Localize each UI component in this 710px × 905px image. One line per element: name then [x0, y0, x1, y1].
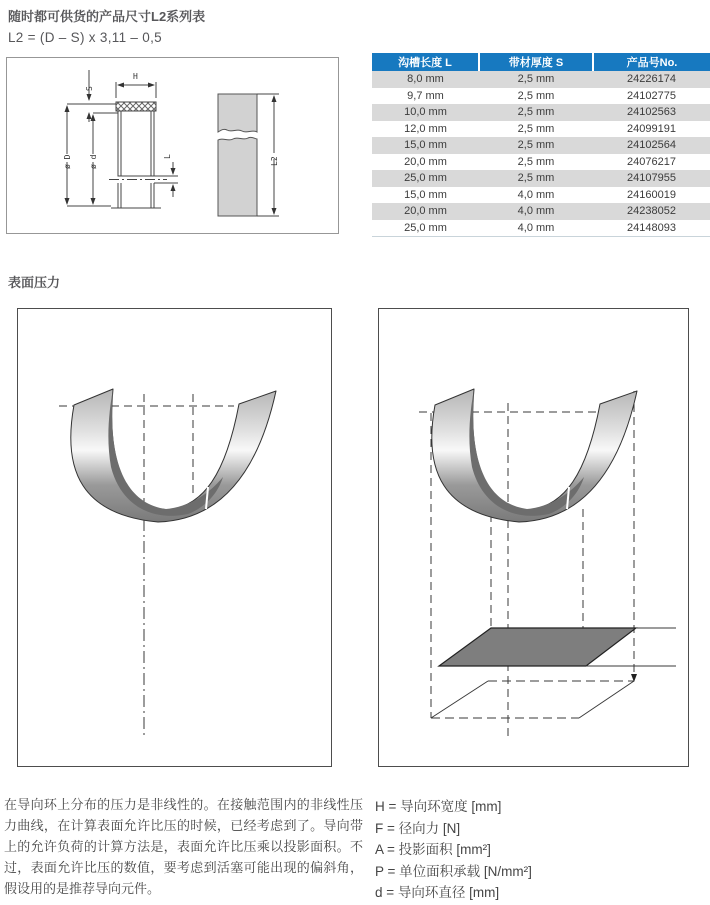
table-cell: 9,7 mm	[407, 89, 444, 102]
table-row	[372, 71, 710, 88]
table-cell: 2,5 mm	[517, 73, 555, 86]
pressure-diagram-right-box	[378, 308, 689, 767]
table-row	[372, 170, 710, 187]
table-cell: 25,0 mm	[404, 221, 447, 234]
table-cell: 24099191	[627, 122, 676, 135]
pressure-distribution-diagram	[18, 309, 331, 766]
band-blank-upper	[218, 94, 257, 132]
dim-label-L2: L2	[270, 156, 279, 166]
symbol-legend	[375, 796, 532, 904]
guide-band-ribbon	[432, 389, 637, 522]
description-paragraph: 在导向环上分布的压力是非线性的。在接触范围内的非线性压力曲线，在计算表面允许比压的时候，已经考虑到了。导向带上的允许负荷的计算方法是，表面允许比压乘以投影面积。不过，表面允许比压的数值，要考虑到活塞可能出现的偏斜角，假设用的是推荐导向元件。	[4, 797, 363, 896]
legend-item-H: H = 导向环宽度 [mm]	[375, 799, 502, 814]
table-cell: 2,5 mm	[517, 122, 555, 135]
table-row	[372, 88, 710, 105]
table-cell: 24107955	[627, 172, 676, 185]
table-cell: 24102564	[627, 139, 676, 152]
l2-formula: L2 = (D – S) x 3,11 – 0,5	[8, 30, 162, 45]
dim-label-L: L	[163, 154, 172, 159]
cross-section-diagram	[7, 58, 338, 233]
projected-area-diagram	[379, 309, 688, 766]
col-product-no: 产品号No.	[593, 53, 710, 71]
guide-band-ribbon	[71, 389, 276, 522]
products-table	[372, 53, 710, 237]
table-cell: 12,0 mm	[404, 122, 447, 135]
col-groove-length: 沟槽长度 L	[372, 53, 479, 71]
table-body	[372, 71, 710, 237]
band-blank-lower	[218, 137, 257, 216]
projected-area-plate	[439, 628, 636, 666]
table-row	[372, 154, 710, 171]
table-row	[372, 203, 710, 220]
table-cell: 24226174	[627, 73, 676, 86]
table-cell: 2,5 mm	[517, 172, 555, 185]
table-cell: 25,0 mm	[404, 172, 447, 185]
table-cell: 24102775	[627, 89, 676, 102]
table-cell: 4,0 mm	[517, 205, 555, 218]
dim-label-od: ø d	[89, 154, 98, 169]
table-row	[372, 137, 710, 154]
guide-band-hatch	[116, 102, 156, 111]
table-cell: 2,5 mm	[517, 155, 555, 168]
table-cell: 24160019	[627, 188, 676, 201]
table-cell: 2,5 mm	[517, 89, 555, 102]
dim-label-H: H	[133, 72, 138, 81]
table-cell: 24148093	[627, 221, 676, 234]
pressure-diagram-left-box	[17, 308, 332, 767]
table-cell: 20,0 mm	[404, 205, 447, 218]
table-cell: 15,0 mm	[404, 139, 447, 152]
legend-item-d: d = 导向环直径 [mm]	[375, 885, 500, 900]
table-cell: 15,0 mm	[404, 188, 447, 201]
dim-label-oD: ø D	[63, 154, 72, 169]
cylinder-wall-lower	[111, 183, 161, 208]
table-cell: 8,0 mm	[407, 73, 444, 86]
cross-section-drawing-box	[6, 57, 339, 234]
table-row	[372, 104, 710, 121]
table-cell: 2,5 mm	[517, 139, 555, 152]
table-cell: 4,0 mm	[517, 221, 555, 234]
table-cell: 2,5 mm	[517, 106, 555, 119]
table-cell: 20,0 mm	[404, 155, 447, 168]
table-row	[372, 220, 710, 237]
ground-projection-sides	[431, 681, 634, 718]
col-strip-thickness: 带材厚度 S	[479, 53, 593, 71]
dim-label-S: S	[85, 86, 94, 91]
table-row	[372, 121, 710, 138]
table-cell: 4,0 mm	[517, 188, 555, 201]
table-cell: 10,0 mm	[404, 106, 447, 119]
page-title: 随时都可供货的产品尺寸L2系列表	[8, 9, 206, 24]
cylinder-wall-outline	[118, 111, 154, 176]
legend-item-A: A = 投影面积 [mm²]	[375, 842, 491, 857]
table-cell: 24238052	[627, 205, 676, 218]
table-row	[372, 187, 710, 204]
legend-item-F: F = 径向力 [N]	[375, 820, 461, 836]
table-cell: 24076217	[627, 155, 676, 168]
table-cell: 24102563	[627, 106, 676, 119]
cylinder-wall-inner-lines	[121, 111, 151, 176]
table-header	[372, 53, 710, 71]
section-title-surface-pressure: 表面压力	[8, 275, 61, 290]
legend-item-P: P = 单位面积承载 [N/mm²]	[375, 863, 532, 879]
